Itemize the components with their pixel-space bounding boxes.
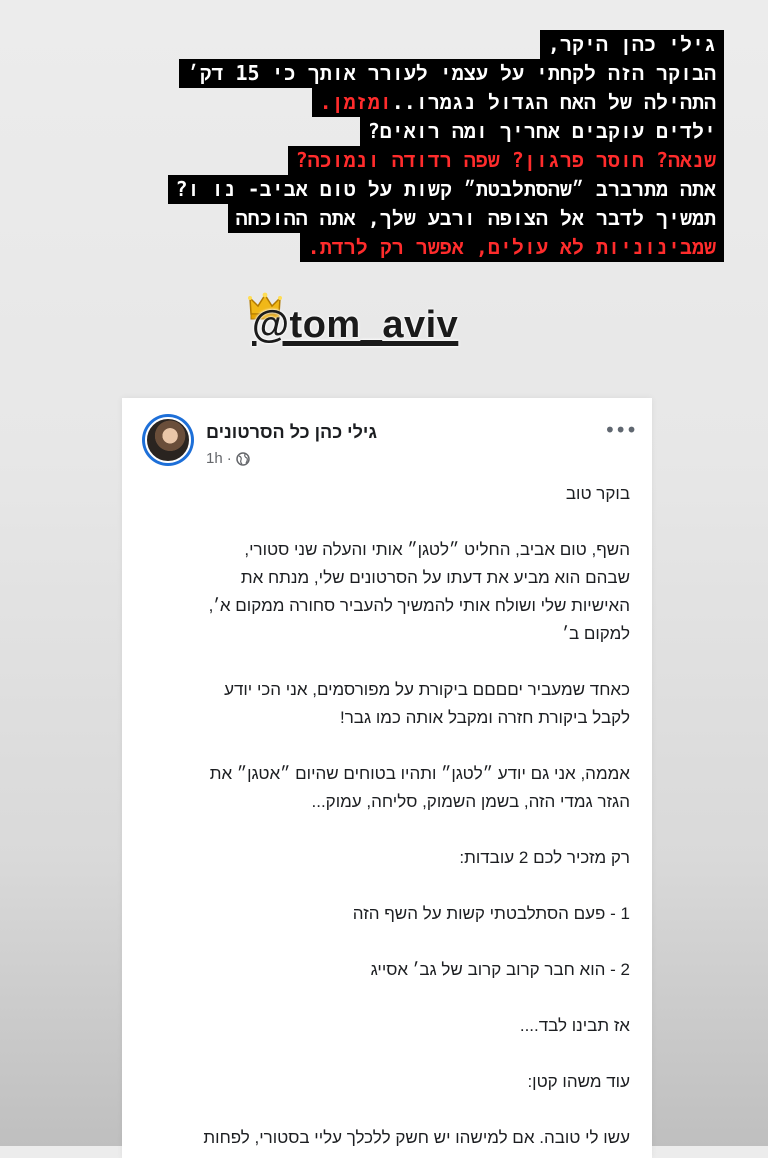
story-highlight-text: שנאה? חוסר פרגון? שפה רדודה ונמוכה?	[295, 148, 716, 172]
paragraph-gap	[152, 1040, 630, 1068]
avatar[interactable]	[142, 414, 194, 466]
paragraph-gap	[152, 508, 630, 536]
paragraph-gap	[152, 732, 630, 760]
post-body	[152, 480, 630, 1152]
post-text-line: הגזר גמדי הזה, בשמן השמוק, סליחה, עמוק...	[311, 792, 630, 811]
story-highlight-text: שמבינוניות לא עולים, אפשר רק לרדת.	[307, 235, 716, 259]
paragraph-gap	[152, 648, 630, 676]
post-text-line: לקבל ביקורת חזרה ומקבל אותה כמו גבר!	[339, 708, 630, 727]
post-text-line: רק מזכיר לכם 2 עובדות:	[459, 848, 630, 867]
post-time[interactable]: 1h	[206, 450, 223, 467]
post-text-line: 1 - פעם הסתלבטתי קשות על השף הזה	[352, 904, 630, 923]
globe-icon	[236, 452, 250, 466]
post-text-line: עוד משהו קטן:	[527, 1072, 630, 1091]
post-text-line: אז תבינו לבד....	[519, 1016, 630, 1035]
story-text: הבוקר הזה לקחתי על עצמי לעורר אותך כי 15 דק׳	[187, 61, 716, 85]
mention-username[interactable]: @tom_aviv	[252, 304, 459, 346]
post-author-name[interactable]: גילי כהן כל הסרטונים	[206, 422, 377, 442]
post-text-line: כאחד שמעביר יםםםם ביקורת על מפורסמים, אני הכי יודע	[224, 680, 630, 699]
story-line	[179, 59, 724, 88]
story-line	[360, 117, 724, 146]
paragraph-gap	[152, 816, 630, 844]
story-text-overlay	[168, 30, 724, 262]
story-highlight-text: ומזמן.	[319, 90, 392, 114]
story-text: התהילה של האח הגדול נגמרו..	[391, 90, 716, 114]
avatar-photo	[145, 417, 191, 463]
paragraph-gap	[152, 1096, 630, 1124]
story-text: גילי כהן היקר,	[547, 32, 716, 56]
mention-sticker[interactable]	[248, 300, 518, 362]
story-line	[228, 204, 724, 233]
story-text: אתה מתרברב ״שהסתלבטת״ קשות על טום אביב- נו ו?	[175, 177, 716, 201]
story-line	[300, 233, 724, 262]
post-text-line: האישיות שלי ושולח אותי להמשיך להעביר סחורה ממקום א׳,	[208, 596, 630, 615]
story-line	[288, 146, 724, 175]
post-text-line: עשו לי טובה. אם למישהו יש חשק ללכלך עליי בסטורי, לפחות	[203, 1128, 630, 1147]
post-text-line: השף, טום אביב, החליט ״לטגן״ אותי והעלה שני סטורי,	[244, 540, 630, 559]
post-text-line: בוקר טוב	[565, 484, 630, 503]
post-header	[122, 398, 652, 488]
paragraph-gap	[152, 928, 630, 956]
paragraph-gap	[152, 984, 630, 1012]
post-text-line: למקום ב׳	[562, 624, 630, 643]
story-line	[540, 30, 724, 59]
more-options-icon[interactable]: •••	[604, 418, 637, 442]
post-text-line: 2 - הוא חבר קרוב קרוב של גב׳ אסייג	[370, 960, 630, 979]
story-line	[312, 88, 724, 117]
story-text: תמשיך לדבר אל הצופה ורבע שלך, אתה ההוכחה	[235, 206, 716, 230]
post-text-line: שבהם הוא מביע את דעתו על הסרטונים שלי, מנתח את	[240, 568, 630, 587]
post-meta	[206, 450, 250, 467]
meta-separator: ·	[226, 450, 232, 467]
story-text: ילדים עוקבים אחריך ומה רואים?	[367, 119, 716, 143]
paragraph-gap	[152, 872, 630, 900]
story-line	[168, 175, 724, 204]
facebook-post-card	[122, 398, 652, 1158]
post-text-line: אממה, אני גם יודע ״לטגן״ ותהיו בטוחים שהיום ״אטגן״ את	[209, 764, 630, 783]
